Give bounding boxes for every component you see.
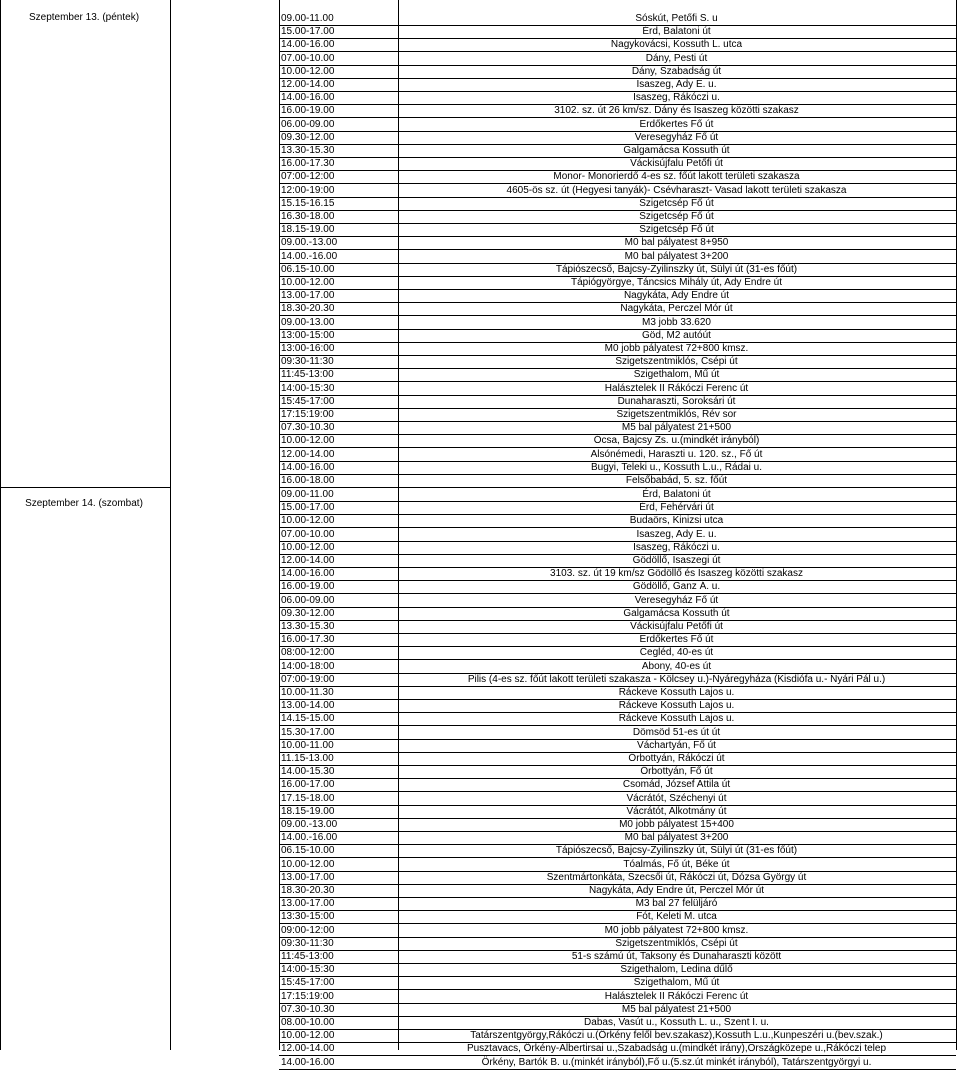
table-row xyxy=(279,157,956,171)
place-cell: M5 bal pályatest 21+500 xyxy=(621,1003,732,1015)
time-cell: 10.00-12.00 xyxy=(281,65,335,77)
time-cell: 14.00-16.00 xyxy=(281,39,335,51)
place-cell: Őrbottyán, Fő út xyxy=(640,766,713,778)
table-row xyxy=(279,831,956,845)
table-row xyxy=(279,726,956,740)
place-cell: Tatárszentgyörgy,Rákóczi u.(Örkény felől bev.szakasz),Kossuth L.u.,Kunpeszéri u.(bev.szak.) xyxy=(470,1030,883,1042)
time-cell: 10.00-12.00 xyxy=(281,541,335,553)
time-cell: 06.00-09.00 xyxy=(281,118,335,130)
table-row xyxy=(279,673,956,687)
place-cell: M3 jobb 33.620 xyxy=(642,316,711,328)
time-cell: 15:45-17:00 xyxy=(281,977,335,989)
time-cell: 10.00-11.00 xyxy=(281,739,334,751)
time-cell: 16.00-17.00 xyxy=(281,779,335,791)
place-cell: Pusztavacs, Örkény-Albertirsai u.,Szabadság u.(mindkét irány),Országközepe u.,Rákóczi telep xyxy=(466,1043,887,1055)
place-cell: Galgamácsa Kossuth út xyxy=(623,607,730,619)
time-cell: 17:15:19:00 xyxy=(281,990,334,1002)
time-cell: 14:00-15:30 xyxy=(281,964,335,976)
place-cell: Veresegyház Fő út xyxy=(634,594,719,606)
time-cell: 14.00-16.00 xyxy=(281,461,335,473)
place-cell: Ráckeve Kossuth Lajos u. xyxy=(618,687,735,698)
place-cell: Göd, M2 autóút xyxy=(642,329,711,341)
place-cell: Abony, 40-es út xyxy=(641,660,712,672)
place-cell: M3 bal 27 felüljáró xyxy=(635,898,718,910)
place-cell: Halásztelek II Rákóczi Ferenc út xyxy=(604,382,749,394)
table-row xyxy=(279,355,956,369)
place-cell: Isaszeg, Ady E. u. xyxy=(636,528,717,540)
place-cell: Galgamácsa Kossuth út xyxy=(623,145,730,156)
time-cell: 15.00-17.00 xyxy=(281,26,335,38)
place-cell: 3102. sz. út 26 km/sz. Dány és Isaszeg közötti szakasz xyxy=(554,105,799,117)
time-cell: 15.00-17.00 xyxy=(281,502,335,514)
time-cell: 16.00-18.00 xyxy=(281,475,335,486)
time-cell: 07.00-10.00 xyxy=(281,52,335,64)
table-row xyxy=(279,52,956,66)
table-row xyxy=(279,210,956,224)
place-cell: Felsőbabád, 5. sz. főút xyxy=(625,475,728,486)
place-cell: Szigethalom, Ledina dűlő xyxy=(620,964,733,976)
time-cell: 14.15-15.00 xyxy=(281,713,335,725)
table-row xyxy=(279,302,956,316)
table-row xyxy=(279,461,956,475)
time-cell: 16.30-18.00 xyxy=(281,211,335,222)
time-cell: 07:00-19:00 xyxy=(281,673,335,685)
place-cell: Szigetszentmiklós, Csépi út xyxy=(615,356,738,368)
table-row xyxy=(279,184,956,198)
table-row xyxy=(279,594,956,608)
place-cell: Csomád, József Attila út xyxy=(622,779,731,791)
table-row xyxy=(279,342,956,356)
table-row xyxy=(279,739,956,753)
table-row xyxy=(279,514,956,528)
time-cell: 10.00-12.00 xyxy=(281,858,335,870)
table-right-border xyxy=(956,0,957,1050)
time-cell: 06.00-09.00 xyxy=(281,594,335,606)
table-row xyxy=(279,501,956,515)
table-row xyxy=(279,236,956,250)
table-row xyxy=(279,1016,956,1030)
place-cell: Szigethalom, Mű út xyxy=(633,977,720,989)
place-cell: Ócsa, Bajcsy Zs. u.(mindkét irányból) xyxy=(593,435,760,447)
time-cell: 11.15-13.00 xyxy=(281,753,334,764)
day-separator xyxy=(0,487,170,488)
time-cell: 14.00-16.00 xyxy=(281,1056,335,1068)
table-row xyxy=(279,990,956,1004)
table-row xyxy=(279,289,956,303)
place-cell: Szentmártonkáta, Szecsői út, Rákóczi út, Dózsa György út xyxy=(546,871,807,883)
table-row xyxy=(279,937,956,951)
place-cell: Dány, Pesti út xyxy=(645,52,708,64)
table-row xyxy=(279,778,956,792)
table-row xyxy=(279,316,956,330)
place-cell: Halásztelek II Rákóczi Ferenc út xyxy=(604,990,749,1002)
time-cell: 09.00-13.00 xyxy=(281,316,335,328)
place-cell: Erdőkertes Fő út xyxy=(639,634,714,646)
table-row xyxy=(279,765,956,779)
time-cell: 07.30-10.30 xyxy=(281,1003,335,1015)
time-cell: 10.00-12.00 xyxy=(281,1030,335,1042)
place-cell: Szigetcsép Fő út xyxy=(639,197,714,209)
place-cell: Budaörs, Kinizsi utca xyxy=(629,515,724,527)
place-cell: Őrbottyán, Rákóczi út xyxy=(628,753,725,764)
time-cell: 18.30-20.30 xyxy=(281,885,335,896)
time-cell: 13.00-17.00 xyxy=(281,871,335,883)
time-cell: 09.30-12.00 xyxy=(281,131,335,143)
time-cell: 18.15-19.00 xyxy=(281,224,335,236)
time-cell: 11:45-13:00 xyxy=(281,951,334,962)
table-row xyxy=(279,1029,956,1043)
time-cell: 13:00-16:00 xyxy=(281,343,335,354)
place-cell: Bugyi, Teleki u., Kossuth L.u., Rádai u. xyxy=(590,461,763,473)
place-cell: M0 jobb pályatest 15+400 xyxy=(619,819,734,830)
time-cell: 10.00-11.30 xyxy=(281,687,334,698)
place-cell: Dabas, Vasút u., Kossuth L. u., Szent I. u. xyxy=(584,1017,769,1028)
date-label-day-2: Szeptember 14. (szombat) xyxy=(25,498,143,509)
time-cell: 15.30-17.00 xyxy=(281,726,335,738)
table-row xyxy=(279,65,956,79)
table-row xyxy=(279,646,956,660)
time-cell: 09:00-12:00 xyxy=(281,924,335,936)
table-row xyxy=(279,144,956,158)
place-cell: Sóskút, Petőfi S. u xyxy=(635,13,718,24)
table-row xyxy=(279,38,956,52)
table-row xyxy=(279,858,956,872)
place-cell: Szigethalom, Mű út xyxy=(633,369,720,381)
time-cell: 13.30-15.30 xyxy=(281,145,335,156)
time-cell: 09.00.-13.00 xyxy=(281,237,338,249)
time-cell: 09.30-12.00 xyxy=(281,607,335,619)
time-cell: 13:30-15:00 xyxy=(281,911,335,923)
time-cell: 09:30-11:30 xyxy=(281,937,334,949)
table-row xyxy=(279,963,956,977)
time-cell: 17.15-18.00 xyxy=(281,792,335,804)
place-cell: Gödöllő, Ganz Á. u. xyxy=(632,581,721,593)
time-cell: 06.15-10.00 xyxy=(281,263,335,275)
time-cell: 14.00-16.00 xyxy=(281,92,335,104)
left-border xyxy=(0,0,1,1050)
table-row xyxy=(279,712,956,726)
place-cell: 51-s számú út, Taksony és Dunaharaszti között xyxy=(571,951,782,962)
place-cell: Tápiógyörgye, Táncsics Mihály út, Ady Endre út xyxy=(570,277,783,288)
time-cell: 10.00-12.00 xyxy=(281,277,335,288)
place-cell: Dömsöd 51-es út út xyxy=(632,726,721,738)
time-cell: 12.00-14.00 xyxy=(281,79,335,90)
place-cell: M0 bal pályatest 3+200 xyxy=(624,250,729,262)
place-cell: M0 jobb pályatest 72+800 kmsz. xyxy=(604,343,749,354)
table-row xyxy=(279,223,956,237)
place-cell: Szigetcsép Fő út xyxy=(639,224,714,236)
table-row xyxy=(279,25,956,39)
table-row xyxy=(279,554,956,568)
table-row xyxy=(279,805,956,819)
table-row xyxy=(279,660,956,674)
table-row xyxy=(279,263,956,277)
place-cell: 4605-ös sz. út (Hegyesi tanyák)- Csévharaszt- Vasad lakott területi szakasza xyxy=(506,184,847,196)
table-row xyxy=(279,580,956,594)
table-row xyxy=(279,699,956,713)
table-row xyxy=(279,910,956,924)
place-cell: Fót, Keleti M. utca xyxy=(636,911,717,923)
table-row xyxy=(279,474,956,488)
table-row xyxy=(279,276,956,290)
place-cell: M0 bal pályatest 8+950 xyxy=(624,237,729,249)
time-cell: 14.00-15.30 xyxy=(281,766,335,778)
table-row xyxy=(279,871,956,885)
place-cell: Alsónémedi, Haraszti u. 120. sz., Fő út xyxy=(590,448,763,460)
place-cell: M0 bal pályatest 3+200 xyxy=(624,832,729,844)
place-cell: Monor- Monorierdő 4-es sz. főút lakott területi szakasza xyxy=(553,171,800,183)
table-row xyxy=(279,818,956,832)
table-row xyxy=(279,792,956,806)
place-cell: Isaszeg, Ady E. u. xyxy=(636,79,717,90)
place-cell: Erdőkertes Fő út xyxy=(639,118,714,130)
table-row xyxy=(279,250,956,264)
time-cell: 13:00-15:00 xyxy=(281,329,335,341)
time-cell: 07.30-10.30 xyxy=(281,422,335,434)
table-row xyxy=(279,541,956,555)
table-row xyxy=(279,620,956,634)
time-cell: 12.00-14.00 xyxy=(281,555,335,566)
time-cell: 17:15:19:00 xyxy=(281,409,334,420)
place-cell: M0 jobb pályatest 72+800 kmsz. xyxy=(604,924,749,936)
table-row xyxy=(279,329,956,343)
time-cell: 10.00-12.00 xyxy=(281,435,335,447)
place-cell: Váchartyán, Fő út xyxy=(637,739,716,751)
table-row xyxy=(279,170,956,184)
time-cell: 09.00-11.00 xyxy=(281,13,334,24)
table-row xyxy=(279,1003,956,1017)
table-row xyxy=(279,633,956,647)
table-row xyxy=(279,131,956,145)
place-cell: Ráckeve Kossuth Lajos u. xyxy=(618,700,735,712)
place-cell: Dány, Szabadság út xyxy=(631,65,722,77)
table-row xyxy=(279,12,956,26)
table-row xyxy=(279,1042,956,1056)
place-cell: Isaszeg, Rákóczi u. xyxy=(633,541,720,553)
table-row xyxy=(279,91,956,105)
table-row xyxy=(279,197,956,211)
time-cell: 08.00-10.00 xyxy=(281,1017,335,1028)
place-cell: Nagykáta, Ady Endre út, Perczel Mór út xyxy=(588,885,765,896)
time-cell: 14.00.-16.00 xyxy=(281,832,338,844)
place-cell: Érd, Balatoni út xyxy=(642,26,711,38)
place-cell: Pilis (4-es sz. főút lakott területi szakasza - Kölcsey u.)-Nyáregyháza (Kisdiófa u.- Nyári Pál u.) xyxy=(467,673,886,685)
time-cell: 12.00-14.00 xyxy=(281,448,335,460)
time-cell: 07.00-10.00 xyxy=(281,528,335,540)
table-row xyxy=(279,607,956,621)
place-cell: M5 bal pályatest 21+500 xyxy=(621,422,732,434)
time-cell: 15:45-17:00 xyxy=(281,395,335,407)
place-cell: Váckisújfalu Petőfi út xyxy=(630,158,723,170)
time-cell: 16.00-19.00 xyxy=(281,105,335,117)
time-cell: 13.00-17.00 xyxy=(281,898,335,910)
time-cell: 06.15-10.00 xyxy=(281,845,335,857)
place-cell: Váckisújfalu Petőfi út xyxy=(630,621,723,632)
date-column-divider xyxy=(170,0,171,1050)
place-cell: Szigetszentmiklós, Csépi út xyxy=(615,937,738,949)
time-cell: 08:00-12:00 xyxy=(281,647,335,659)
table-row xyxy=(279,118,956,132)
time-cell: 09:30-11:30 xyxy=(281,356,334,368)
time-cell: 13.00-17.00 xyxy=(281,290,335,302)
time-cell: 18.15-19.00 xyxy=(281,805,335,817)
table-row xyxy=(279,686,956,700)
table-row xyxy=(279,924,956,938)
time-cell: 14.00-16.00 xyxy=(281,568,335,580)
place-cell: Gödöllő, Isaszegi út xyxy=(632,555,721,566)
time-cell: 18.30-20.30 xyxy=(281,303,335,315)
place-cell: Tápiószecső, Bajcsy-Zyilinszky út, Sülyi út (31-es főút) xyxy=(555,263,798,275)
time-cell: 14.00.-16.00 xyxy=(281,250,338,262)
place-cell: Szigetszentmiklós, Rév sor xyxy=(616,409,737,420)
time-cell: 09.00.-13.00 xyxy=(281,819,338,830)
place-cell: Nagykáta, Ady Endre út xyxy=(623,290,730,302)
table-row xyxy=(279,448,956,462)
time-cell: 15.15-16.15 xyxy=(281,197,335,209)
place-cell: Veresegyház Fő út xyxy=(634,131,719,143)
place-cell: Tápiószecső, Bajcsy-Zyilinszky út, Sülyi út (31-es főút) xyxy=(555,845,798,857)
table-row xyxy=(279,1056,956,1070)
table-row xyxy=(279,950,956,964)
table-row xyxy=(279,434,956,448)
place-cell: Tóalmás, Fő út, Béke út xyxy=(623,858,730,870)
date-label-day-1: Szeptember 13. (péntek) xyxy=(28,12,140,23)
place-cell: Érd, Balatoni út xyxy=(642,489,711,500)
time-cell: 12.00-14.00 xyxy=(281,1043,335,1055)
table-row xyxy=(279,395,956,409)
place-cell: Örkény, Bartók B. u.(minkét irányból),Fő u.(5.sz.út minkét irányból), Tatárszentgyörgyi u. xyxy=(481,1056,872,1068)
time-cell: 13.00-14.00 xyxy=(281,700,335,712)
place-cell: Isaszeg, Rákóczi u. xyxy=(633,92,720,104)
place-cell: Cegléd, 40-es út xyxy=(639,647,714,659)
place-cell: Szigetcsép Fő út xyxy=(639,211,714,222)
table-row xyxy=(279,528,956,542)
place-cell: Vácrátót, Alkotmány út xyxy=(626,805,727,817)
place-cell: Vácrátót, Széchenyi út xyxy=(626,792,727,804)
table-row xyxy=(279,567,956,581)
time-cell: 13.30-15.30 xyxy=(281,621,335,632)
time-cell: 09.00-11.00 xyxy=(281,489,334,500)
table-row xyxy=(279,752,956,766)
table-row xyxy=(279,488,956,502)
table-row xyxy=(279,976,956,990)
table-row xyxy=(279,78,956,92)
place-cell: 3103. sz. út 19 km/sz Gödöllő és Isaszeg közötti szakasz xyxy=(550,568,803,580)
table-row xyxy=(279,368,956,382)
table-row xyxy=(279,884,956,898)
time-cell: 16.00-17.30 xyxy=(281,634,335,646)
time-cell: 16.00-19.00 xyxy=(281,581,335,593)
time-cell: 14:00-18:00 xyxy=(281,660,335,672)
time-cell: 16.00-17.30 xyxy=(281,158,335,170)
time-cell: 14:00-15:30 xyxy=(281,382,335,394)
place-cell: Nagykáta, Perczel Mór út xyxy=(620,303,733,315)
table-row xyxy=(279,421,956,435)
table-row xyxy=(279,382,956,396)
table-row xyxy=(279,104,956,118)
time-cell: 10.00-12.00 xyxy=(281,515,335,527)
table-row xyxy=(279,408,956,422)
table-row xyxy=(279,897,956,911)
time-cell: 12:00-19:00 xyxy=(281,184,335,196)
place-cell: Dunaharaszti, Soroksári út xyxy=(617,395,736,407)
place-cell: Ráckeve Kossuth Lajos u. xyxy=(618,713,735,725)
place-cell: Nagykovácsi, Kossuth L. utca xyxy=(610,39,743,51)
table-row xyxy=(279,844,956,858)
place-cell: Érd, Fehérvári út xyxy=(639,502,714,514)
time-cell: 07:00-12:00 xyxy=(281,171,335,183)
time-cell: 11:45-13:00 xyxy=(281,369,334,381)
